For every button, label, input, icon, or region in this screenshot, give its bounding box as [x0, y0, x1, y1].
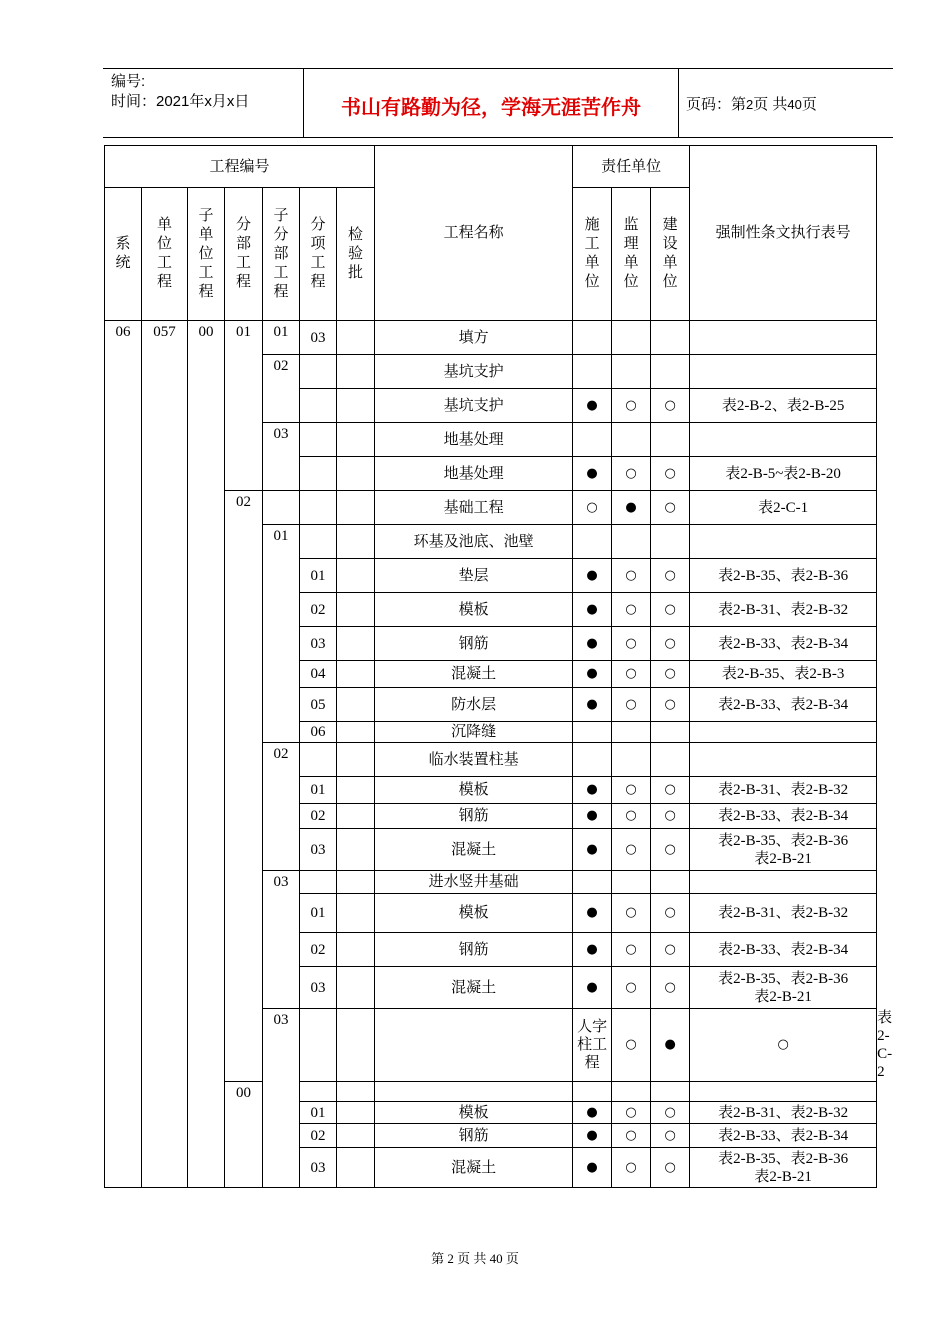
- cell-owner: [651, 355, 690, 389]
- cell-batch: [337, 688, 375, 722]
- mark-construction: ●: [573, 688, 612, 722]
- mark-supervision: ○: [612, 894, 651, 933]
- mark-construction: ○: [612, 1009, 651, 1082]
- standard-line: 表2-B-21: [754, 1168, 812, 1185]
- cell-item: 02: [300, 1124, 337, 1148]
- cell-subunit: 00: [188, 321, 225, 1188]
- table-row: 03 人字柱工程 ○ ● ○ 表2-C-2: [105, 1009, 877, 1082]
- header-batch: 检验批: [337, 188, 375, 321]
- cell-item: [337, 1009, 375, 1082]
- cell-division: 03: [263, 1009, 300, 1188]
- cell-name: 钢筋: [375, 1124, 573, 1148]
- cell-item: 03: [300, 967, 337, 1009]
- project-table: [104, 145, 893, 1188]
- cell-batch: [337, 491, 375, 525]
- cell-owner: [651, 722, 690, 743]
- cell-name: 填方: [375, 321, 573, 355]
- cell-standard: 表2-C-1: [690, 491, 877, 525]
- table-header-row: [105, 146, 877, 188]
- footer-current: 2: [447, 1251, 454, 1266]
- cell-name: 基坑支护: [375, 355, 573, 389]
- cell-batch: [337, 967, 375, 1009]
- header-subunit: 子单位工程: [188, 188, 225, 321]
- mark-owner: ○: [651, 491, 690, 525]
- cell-item: [300, 457, 337, 491]
- mark-owner: ○: [651, 593, 690, 627]
- cell-subdivision: 02: [263, 743, 300, 871]
- cell-name: 混凝土: [375, 967, 573, 1009]
- cell-subdivision: [263, 491, 300, 525]
- mark-construction: ●: [573, 933, 612, 967]
- mark-owner: ○: [651, 777, 690, 804]
- cell-unit: 057: [142, 321, 188, 1188]
- mark-supervision: ●: [651, 1009, 690, 1082]
- cell-batch: [337, 871, 375, 894]
- page-label: 页码：第: [686, 96, 747, 113]
- cell-supervision: [612, 722, 651, 743]
- cell-standard: 表2-B-33、表2-B-34: [690, 688, 877, 722]
- mark-owner: ○: [651, 389, 690, 423]
- mark-owner: ○: [651, 804, 690, 829]
- mark-owner: ○: [651, 457, 690, 491]
- cell-standard: [690, 967, 877, 1009]
- footer-suffix: 页: [505, 1251, 519, 1266]
- header-subdivision: 子分部工程: [263, 188, 300, 321]
- cell-batch: [375, 1009, 573, 1082]
- mark-construction: ●: [573, 593, 612, 627]
- cell-name: 人字柱工程: [573, 1009, 612, 1082]
- mark-owner: ○: [651, 559, 690, 593]
- cell-standard: 表2-B-33、表2-B-34: [690, 627, 877, 661]
- cell-standard: 表2-B-31、表2-B-32: [690, 1102, 877, 1124]
- cell-name: 沉降缝: [375, 722, 573, 743]
- cell-name: 钢筋: [375, 933, 573, 967]
- cell-batch: [337, 627, 375, 661]
- mark-owner: ○: [651, 829, 690, 871]
- mark-construction: ●: [573, 967, 612, 1009]
- cell-name: 混凝土: [375, 661, 573, 688]
- mark-owner: ○: [690, 1009, 877, 1082]
- cell-subdivision: 03: [263, 871, 300, 1009]
- cell-owner: [651, 1082, 690, 1102]
- mark-owner: ○: [651, 627, 690, 661]
- document-date: 时间：2021年x月x日: [111, 93, 250, 110]
- mark-supervision: ○: [612, 933, 651, 967]
- cell-owner: [651, 525, 690, 559]
- mark-supervision: ○: [612, 777, 651, 804]
- cell-construction: [573, 1082, 612, 1102]
- cell-standard: [690, 321, 877, 355]
- mark-construction: ●: [573, 661, 612, 688]
- cell-standard: [690, 722, 877, 743]
- cell-item: 02: [300, 804, 337, 829]
- footer-mid: 页 共: [457, 1251, 487, 1266]
- header-mandatory-table: 强制性条文执行表号: [690, 146, 877, 321]
- mark-construction: ●: [573, 1102, 612, 1124]
- mark-construction: ●: [573, 559, 612, 593]
- cell-standard: [690, 743, 877, 777]
- cell-item: [300, 871, 337, 894]
- cell-item: [300, 389, 337, 423]
- cell-batch: [337, 355, 375, 389]
- mark-construction: ●: [573, 777, 612, 804]
- mark-owner: ○: [651, 688, 690, 722]
- header-meta: [111, 72, 249, 112]
- cell-item: [300, 743, 337, 777]
- header-divider-right: [678, 69, 679, 137]
- cell-batch: [337, 894, 375, 933]
- document-number-label: 编号:: [111, 73, 146, 90]
- mark-supervision: ○: [612, 661, 651, 688]
- mark-construction: ●: [573, 389, 612, 423]
- cell-system: 06: [105, 321, 142, 1188]
- cell-standard: [690, 829, 877, 871]
- mark-construction: ●: [573, 1148, 612, 1188]
- cell-owner: [651, 321, 690, 355]
- standard-line: 表2-B-35、表2-B-36: [718, 832, 849, 849]
- cell-standard: [690, 1082, 877, 1102]
- cell-subdivision: 00: [225, 1082, 263, 1188]
- cell-batch: [337, 321, 375, 355]
- mark-supervision: ○: [612, 829, 651, 871]
- mark-owner: ○: [651, 1124, 690, 1148]
- cell-name: 模板: [375, 894, 573, 933]
- header-system: 系统: [105, 188, 142, 321]
- cell-subdivision: 03: [263, 423, 300, 491]
- mark-supervision: ○: [612, 559, 651, 593]
- mark-supervision: ○: [612, 688, 651, 722]
- cell-standard: 表2-B-35、表2-B-36: [690, 559, 877, 593]
- cell-item: 03: [300, 1148, 337, 1188]
- page-mid: 页 共: [753, 96, 788, 113]
- page-header: [103, 68, 893, 138]
- header-supervision-unit: 监理单位: [612, 188, 651, 321]
- cell-batch: [337, 525, 375, 559]
- footer-total: 40: [489, 1251, 503, 1266]
- cell-division: 02: [225, 491, 263, 1082]
- cell-batch: [337, 829, 375, 871]
- cell-name: 混凝土: [375, 1148, 573, 1188]
- cell-owner: [651, 743, 690, 777]
- cell-standard: 表2-B-33、表2-B-34: [690, 804, 877, 829]
- cell-name: 防水层: [375, 688, 573, 722]
- cell-supervision: [612, 321, 651, 355]
- cell-batch: [337, 777, 375, 804]
- cell-construction: [573, 722, 612, 743]
- cell-item: 02: [300, 933, 337, 967]
- cell-construction: [573, 871, 612, 894]
- mark-construction: ●: [573, 829, 612, 871]
- header-project-code: 工程编号: [105, 146, 375, 188]
- cell-supervision: [612, 355, 651, 389]
- mark-construction: ●: [573, 457, 612, 491]
- standard-line: 表2-B-35、表2-B-36: [718, 1150, 849, 1167]
- mark-owner: ○: [651, 1102, 690, 1124]
- mark-supervision: ○: [612, 457, 651, 491]
- cell-construction: [573, 525, 612, 559]
- cell-item: [300, 491, 337, 525]
- cell-subdivision: 02: [263, 355, 300, 423]
- cell-name: 基坑支护: [375, 389, 573, 423]
- cell-item: 03: [300, 627, 337, 661]
- footer-prefix: 第: [431, 1251, 445, 1266]
- header-responsibility: 责任单位: [573, 146, 690, 188]
- cell-division: 01: [225, 321, 263, 491]
- cell-item: 01: [300, 777, 337, 804]
- mark-supervision: ○: [612, 1102, 651, 1124]
- cell-batch: [337, 389, 375, 423]
- header-page-info: [686, 93, 817, 114]
- cell-standard: 表2-B-5~表2-B-20: [690, 457, 877, 491]
- mark-owner: ○: [651, 1148, 690, 1188]
- mark-owner: ○: [651, 967, 690, 1009]
- cell-subdivision: [300, 1009, 337, 1082]
- cell-item: [300, 423, 337, 457]
- page-current: 2: [746, 97, 754, 112]
- cell-item: [300, 525, 337, 559]
- cell-item: 01: [300, 894, 337, 933]
- header-motto: 书山有路勤为径，学海无涯苦作舟: [341, 95, 641, 119]
- mark-construction: ●: [573, 894, 612, 933]
- cell-item: 03: [300, 829, 337, 871]
- cell-batch: [337, 804, 375, 829]
- cell-batch: [337, 1082, 375, 1102]
- cell-construction: [573, 355, 612, 389]
- cell-standard: [690, 525, 877, 559]
- cell-supervision: [612, 525, 651, 559]
- cell-name: 环基及池底、池壁: [375, 525, 573, 559]
- cell-standard: 表2-B-33、表2-B-34: [690, 933, 877, 967]
- cell-batch: [337, 1102, 375, 1124]
- cell-item: 02: [300, 593, 337, 627]
- header-construction-unit: 施工单位: [573, 188, 612, 321]
- cell-supervision: [612, 1082, 651, 1102]
- cell-batch: [337, 722, 375, 743]
- cell-item: 01: [300, 559, 337, 593]
- cell-supervision: [612, 743, 651, 777]
- cell-standard: 表2-B-31、表2-B-32: [690, 777, 877, 804]
- cell-item: [300, 355, 337, 389]
- standard-line: 表2-B-21: [754, 988, 812, 1005]
- header-owner-unit: 建设单位: [651, 188, 690, 321]
- cell-batch: [337, 1148, 375, 1188]
- cell-batch: [337, 743, 375, 777]
- standard-line: 表2-B-21: [754, 850, 812, 867]
- cell-owner: [651, 423, 690, 457]
- mark-owner: ○: [651, 933, 690, 967]
- mark-supervision: ○: [612, 627, 651, 661]
- cell-standard: 表2-B-31、表2-B-32: [690, 894, 877, 933]
- cell-standard: [690, 355, 877, 389]
- mark-supervision: ○: [612, 1148, 651, 1188]
- standard-line: 表2-B-35、表2-B-36: [718, 970, 849, 987]
- mark-supervision: ○: [612, 389, 651, 423]
- page-footer: [0, 1248, 950, 1267]
- mark-construction: ●: [573, 627, 612, 661]
- cell-name: [375, 1082, 573, 1102]
- mark-supervision: ○: [612, 1124, 651, 1148]
- cell-standard: [690, 871, 877, 894]
- cell-name: 进水竖井基础: [375, 871, 573, 894]
- cell-batch: [337, 559, 375, 593]
- header-item: 分项工程: [300, 188, 337, 321]
- cell-item: [300, 1082, 337, 1102]
- cell-standard: 表2-B-33、表2-B-34: [690, 1124, 877, 1148]
- cell-construction: [573, 423, 612, 457]
- mark-construction: ●: [573, 1124, 612, 1148]
- cell-standard: 表2-B-35、表2-B-3: [690, 661, 877, 688]
- cell-subdivision: 01: [263, 321, 300, 355]
- mark-supervision: ●: [612, 491, 651, 525]
- header-division: 分部工程: [225, 188, 263, 321]
- cell-name: 钢筋: [375, 804, 573, 829]
- cell-batch: [337, 1124, 375, 1148]
- cell-name: 混凝土: [375, 829, 573, 871]
- cell-construction: [573, 743, 612, 777]
- cell-name: 基础工程: [375, 491, 573, 525]
- mark-supervision: ○: [612, 804, 651, 829]
- cell-name: 钢筋: [375, 627, 573, 661]
- mark-supervision: ○: [612, 593, 651, 627]
- cell-item: 05: [300, 688, 337, 722]
- cell-name: 模板: [375, 777, 573, 804]
- cell-owner: [651, 871, 690, 894]
- cell-name: 临水装置柱基: [375, 743, 573, 777]
- page-total: 40: [787, 97, 802, 112]
- cell-batch: [337, 423, 375, 457]
- cell-name: 模板: [375, 1102, 573, 1124]
- cell-batch: [337, 661, 375, 688]
- mark-construction: ○: [573, 491, 612, 525]
- cell-supervision: [612, 871, 651, 894]
- mark-supervision: ○: [612, 967, 651, 1009]
- cell-subdivision: 01: [263, 525, 300, 743]
- cell-standard: [690, 423, 877, 457]
- table-row: [105, 321, 877, 355]
- header-unit: 单位工程: [142, 188, 188, 321]
- cell-item: 01: [300, 1102, 337, 1124]
- cell-construction: [573, 321, 612, 355]
- cell-standard: [690, 1148, 877, 1188]
- cell-batch: [337, 933, 375, 967]
- cell-batch: [337, 457, 375, 491]
- cell-name: 地基处理: [375, 457, 573, 491]
- cell-item: 04: [300, 661, 337, 688]
- header-project-name: 工程名称: [375, 146, 573, 321]
- cell-item: 03: [300, 321, 337, 355]
- page-end: 页: [801, 96, 817, 113]
- cell-supervision: [612, 423, 651, 457]
- mark-construction: ●: [573, 804, 612, 829]
- cell-item: 06: [300, 722, 337, 743]
- cell-standard: 表2-B-2、表2-B-25: [690, 389, 877, 423]
- cell-name: 地基处理: [375, 423, 573, 457]
- mark-owner: ○: [651, 894, 690, 933]
- cell-name: 垫层: [375, 559, 573, 593]
- cell-batch: [337, 593, 375, 627]
- cell-name: 模板: [375, 593, 573, 627]
- mark-owner: ○: [651, 661, 690, 688]
- cell-standard: 表2-B-31、表2-B-32: [690, 593, 877, 627]
